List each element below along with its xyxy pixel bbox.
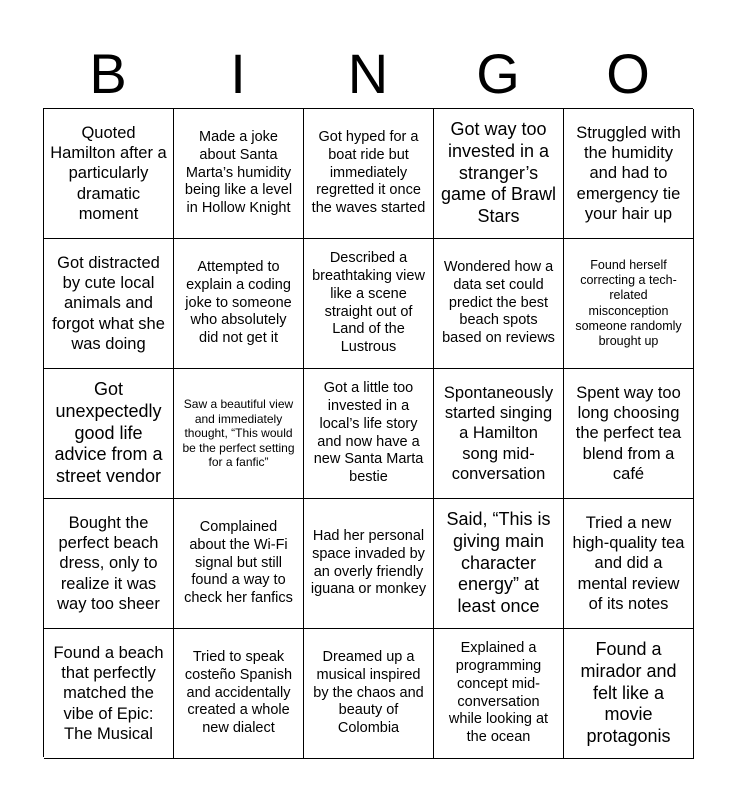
bingo-cell-r3c5[interactable]	[564, 369, 694, 499]
bingo-cell-r3c4[interactable]	[434, 369, 564, 499]
bingo-cell-text: Saw a beautiful view and immediately thought, “This would be the perfect setting for a fanfic”	[182, 396, 295, 470]
bingo-cell-r1c1[interactable]	[44, 109, 174, 239]
bingo-cell-text: Attempted to explain a coding joke to someone who absolutely did not get it	[185, 259, 292, 347]
bingo-cell-text: Struggled with the humidity and had to emergency tie your hair up	[576, 124, 681, 223]
bingo-cell-text: Wondered how a data set could predict the best beach spots based on reviews	[442, 259, 555, 347]
bingo-cell-r4c5[interactable]	[564, 499, 694, 629]
bingo-cell-r5c2[interactable]	[174, 629, 304, 759]
bingo-cell-text: Explained a programming concept mid-conversation while looking at the ocean	[448, 640, 549, 745]
bingo-cell-text: Found a beach that perfectly matched the vibe of Epic: The Musical	[53, 644, 164, 743]
bingo-cell-r5c3[interactable]	[304, 629, 434, 759]
bingo-cell-text: Got unexpectedly good life advice from a street vendor	[54, 378, 163, 487]
bingo-board	[43, 108, 693, 757]
bingo-cell-text: Quoted Hamilton after a particularly dramatic moment	[50, 124, 167, 223]
header-letter-g: G	[476, 42, 520, 105]
bingo-cell-r2c1[interactable]	[44, 239, 174, 369]
bingo-cell-r2c5[interactable]	[564, 239, 694, 369]
bingo-cell-text: Described a breathtaking view like a scene straight out of Land of the Lustrous	[312, 250, 425, 355]
header-letter-i: I	[230, 42, 246, 105]
bingo-cell-text: Got way too invested in a stranger’s game of Brawl Stars	[440, 118, 557, 227]
bingo-cell-text: Had her personal space invaded by an overly friendly iguana or monkey	[310, 528, 427, 598]
bingo-cell-text: Said, “This is giving main character energy” at least once	[446, 508, 551, 617]
bingo-cell-text: Complained about the Wi-Fi signal but still found a way to check her fanfics	[184, 519, 293, 607]
bingo-cell-r2c2[interactable]	[174, 239, 304, 369]
bingo-cell-r1c5[interactable]	[564, 109, 694, 239]
bingo-header	[43, 40, 693, 108]
bingo-cell-text: Tried to speak costeño Spanish and accidentally created a whole new dialect	[184, 649, 293, 737]
bingo-cell-text: Tried a new high-quality tea and did a mental review of its notes	[572, 514, 685, 613]
bingo-cell-text: Spent way too long choosing the perfect tea blend from a café	[575, 384, 682, 483]
header-letter-o: O	[606, 42, 650, 105]
bingo-cell-r4c2[interactable]	[174, 499, 304, 629]
bingo-cell-text: Found herself correcting a tech-related misconception someone randomly brought up	[575, 257, 682, 348]
header-letter-b: B	[89, 42, 127, 105]
bingo-cell-text: Found a mirador and felt like a movie protagonis	[580, 638, 677, 747]
bingo-cell-r1c2[interactable]	[174, 109, 304, 239]
bingo-cell-r2c4[interactable]	[434, 239, 564, 369]
bingo-cell-text: Bought the perfect beach dress, only to realize it was way too sheer	[57, 514, 160, 613]
bingo-cell-r4c4[interactable]	[434, 499, 564, 629]
bingo-cell-r3c1[interactable]	[44, 369, 174, 499]
bingo-cell-r5c5[interactable]	[564, 629, 694, 759]
bingo-cell-r2c3[interactable]	[304, 239, 434, 369]
bingo-cell-r4c1[interactable]	[44, 499, 174, 629]
bingo-cell-text: Spontaneously started singing a Hamilton song mid-conversation	[443, 384, 554, 483]
bingo-cell-r5c1[interactable]	[44, 629, 174, 759]
bingo-cell-text: Made a joke about Santa Marta’s humidity being like a level in Hollow Knight	[184, 129, 293, 217]
bingo-cell-text: Got a little too invested in a local’s life story and now have a new Santa Marta bestie	[313, 380, 424, 485]
bingo-cell-r5c4[interactable]	[434, 629, 564, 759]
bingo-cell-r4c3[interactable]	[304, 499, 434, 629]
bingo-cell-text: Got hyped for a boat ride but immediately regretted it once the waves started	[311, 129, 426, 217]
bingo-cell-text: Dreamed up a musical inspired by the chaos and beauty of Colombia	[313, 649, 424, 737]
bingo-cell-r1c3[interactable]	[304, 109, 434, 239]
bingo-cell-r3c2[interactable]	[174, 369, 304, 499]
header-letter-n: N	[347, 42, 389, 105]
bingo-cell-r1c4[interactable]	[434, 109, 564, 239]
bingo-cell-text: Got distracted by cute local animals and forgot what she was doing	[52, 254, 165, 353]
bingo-cell-r3c3[interactable]	[304, 369, 434, 499]
